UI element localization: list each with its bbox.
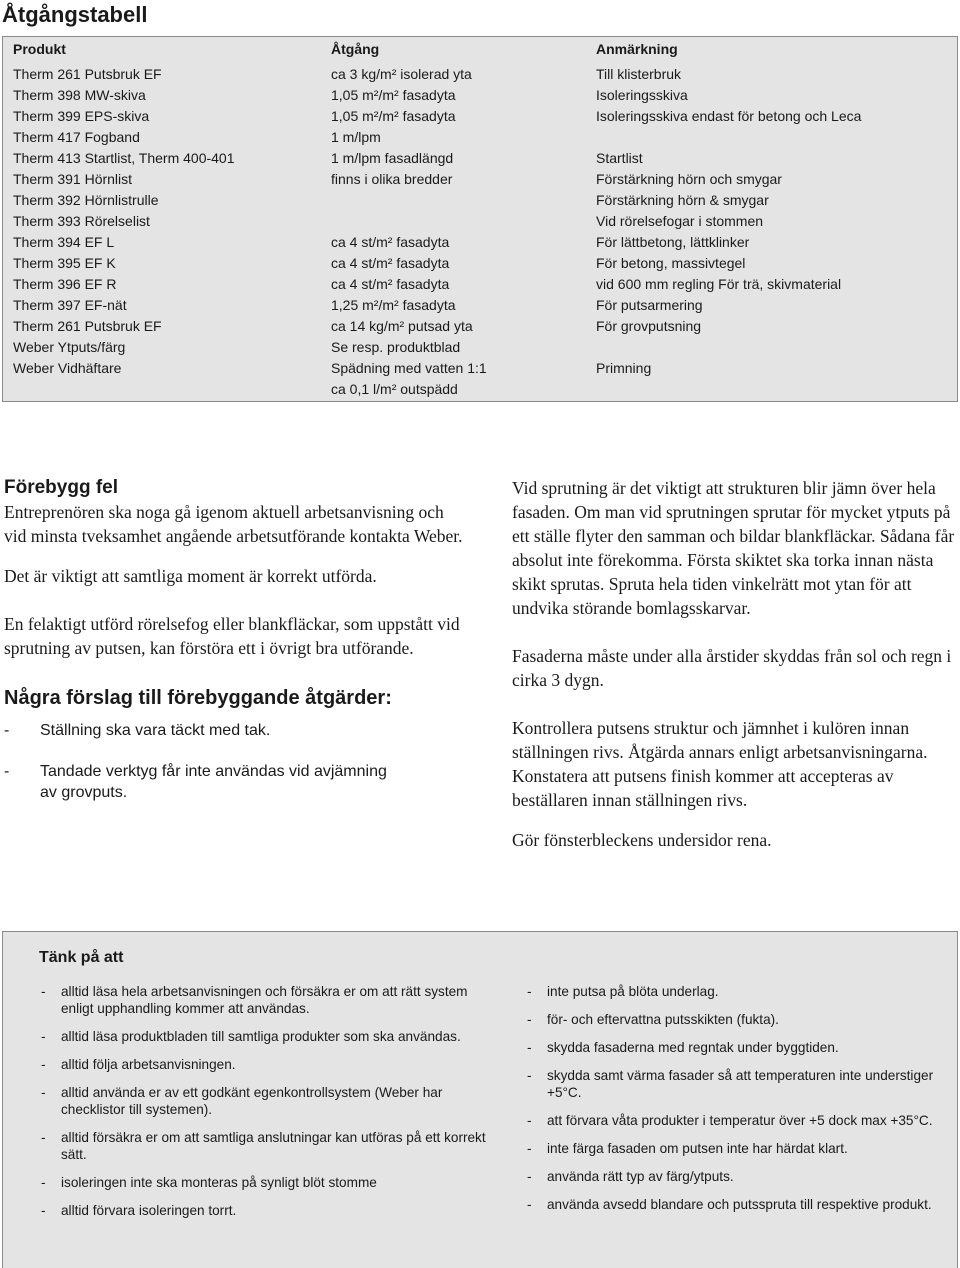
bullet-dash: - [4, 763, 10, 780]
table-row [3, 295, 957, 316]
table-row [3, 379, 957, 400]
cell-note: Startlist [596, 150, 643, 166]
table-row [3, 106, 957, 127]
page-title: Åtgångstabell [2, 2, 148, 27]
list-item [527, 1039, 939, 1056]
bullet-dash: - [527, 1113, 532, 1128]
list-item [527, 1168, 939, 1185]
cell-amount: 1 m/lpm fasadlängd [331, 150, 454, 166]
list-item [41, 1084, 491, 1118]
cell-product: Therm 392 Hörnlistrulle [13, 192, 159, 208]
table-header [3, 39, 957, 60]
bullet-dash: - [527, 1068, 532, 1083]
list-item [527, 1011, 939, 1028]
cell-note: Förstärkning hörn & smygar [596, 192, 769, 208]
prevent-paragraph-2: Det är viktigt att samtliga moment är korrekt utförda. [4, 566, 377, 586]
tips-box [2, 931, 958, 1268]
bullet-dash: - [527, 1141, 532, 1156]
table-row [3, 64, 957, 85]
header-product: Produkt [13, 41, 66, 57]
tip-text: isoleringen inte ska monteras på synligt blöt stomme [61, 1175, 377, 1190]
table-row [3, 253, 957, 274]
tip-text: alltid försäkra er om att samtliga anslutningar kan utföras på ett korrekt sätt. [61, 1130, 486, 1162]
bullet-dash: - [41, 984, 46, 999]
bullet-dash: - [527, 1040, 532, 1055]
bullet-dash: - [4, 722, 10, 739]
list-item [4, 720, 464, 741]
list-item [41, 1056, 491, 1073]
tip-text: att förvara våta produkter i temperatur över +5 dock max +35°C. [547, 1113, 933, 1128]
header-amount: Åtgång [331, 41, 380, 57]
table-row [3, 148, 957, 169]
suggestion-text: Ställning ska vara täckt med tak. [40, 722, 271, 739]
list-item [527, 1140, 939, 1157]
cell-note: För lättbetong, lättklinker [596, 234, 750, 250]
header-note: Anmärkning [596, 41, 678, 57]
cell-amount: ca 3 kg/m² isolerad yta [331, 66, 472, 82]
cell-amount: Spädning med vatten 1:1 [331, 360, 487, 376]
cell-product: Weber Vidhäftare [13, 360, 122, 376]
cell-product: Weber Ytputs/färg [13, 339, 126, 355]
table-row [3, 232, 957, 253]
list-item [41, 1129, 491, 1163]
consumption-table [2, 36, 958, 402]
table-row [3, 316, 957, 337]
cell-product: Therm 399 EPS-skiva [13, 108, 150, 124]
prevent-heading: Förebygg fel [4, 477, 119, 498]
tip-text: skydda samt värma fasader så att temperaturen inte understiger +5°C. [547, 1068, 934, 1100]
tip-text: för- och eftervattna putsskikten (fukta). [547, 1012, 779, 1027]
bullet-dash: - [41, 1130, 46, 1145]
cell-amount: ca 4 st/m² fasadyta [331, 276, 450, 292]
tip-text: inte putsa på blöta underlag. [547, 984, 719, 999]
tips-right-list [527, 983, 939, 1224]
cell-amount: 1,05 m²/m² fasadyta [331, 87, 456, 103]
cell-amount: 1 m/lpm [331, 129, 381, 145]
tip-text: alltid läsa produktbladen till samtliga produkter som ska användas. [61, 1029, 461, 1044]
bullet-dash: - [527, 1169, 532, 1184]
suggestions-heading: Några förslag till förebyggande åtgärder: [4, 687, 392, 709]
cell-amount: ca 4 st/m² fasadyta [331, 234, 450, 250]
bullet-dash: - [41, 1085, 46, 1100]
bullet-dash: - [527, 1012, 532, 1027]
prevent-errors-section [4, 476, 464, 803]
list-item [527, 1112, 939, 1129]
tip-text: alltid använda er av ett godkänt egenkontrollsystem (Weber har checklistor till systemen). [61, 1085, 443, 1117]
table-row [3, 127, 957, 148]
tips-title: Tänk på att [39, 949, 124, 966]
cell-note: vid 600 mm regling För trä, skivmaterial [596, 276, 842, 292]
right-paragraph-3: Kontrollera putsens struktur och jämnhet i kulören innan ställningen rivs. Åtgärda annars enligt arbetsanvisningarna. Konstatera att putsens finish kommer att accepteras av beställaren innan ställningen rivs. [512, 718, 928, 810]
cell-amount: finns i olika bredder [331, 171, 453, 187]
cell-amount: 1,25 m²/m² fasadyta [331, 297, 456, 313]
bullet-dash: - [41, 1203, 46, 1218]
table-row [3, 358, 957, 379]
right-paragraph-4: Gör fönsterbleckens undersidor rena. [512, 830, 772, 850]
table-row [3, 85, 957, 106]
cell-amount: ca 4 st/m² fasadyta [331, 255, 450, 271]
tip-text: alltid följa arbetsanvisningen. [61, 1057, 236, 1072]
cell-product: Therm 395 EF K [13, 255, 116, 271]
list-item [41, 983, 491, 1017]
bullet-dash: - [41, 1175, 46, 1190]
table-row [3, 190, 957, 211]
tip-text: alltid läsa hela arbetsanvisningen och försäkra er om att rätt system enligt upphandling kommer att användas. [61, 984, 468, 1016]
tip-text: skydda fasaderna med regntak under byggtiden. [547, 1040, 839, 1055]
list-item [527, 983, 939, 1000]
bullet-dash: - [527, 1197, 532, 1212]
tip-text: inte färga fasaden om putsen inte har härdat klart. [547, 1141, 848, 1156]
cell-product: Therm 391 Hörnlist [13, 171, 133, 187]
list-item [41, 1028, 491, 1045]
cell-note: För grovputsning [596, 318, 702, 334]
cell-note: För betong, massivtegel [596, 255, 746, 271]
cell-amount: 1,05 m²/m² fasadyta [331, 108, 456, 124]
table-row [3, 274, 957, 295]
cell-note: Primning [596, 360, 652, 376]
list-item [41, 1202, 491, 1219]
cell-product: Therm 396 EF R [13, 276, 117, 292]
tips-left-list [41, 983, 491, 1230]
cell-note: Isoleringsskiva [596, 87, 688, 103]
prevent-paragraph-3: En felaktigt utförd rörelsefog eller blankfläckar, som uppstått vid sprutning av putsen, kan förstöra ett i övrigt bra utförande. [4, 614, 460, 658]
list-item [527, 1196, 939, 1213]
cell-note: För putsarmering [596, 297, 703, 313]
cell-product: Therm 261 Putsbruk EF [13, 318, 162, 334]
table-row [3, 337, 957, 358]
right-paragraph-2: Fasaderna måste under alla årstider skyddas från sol och regn i cirka 3 dygn. [512, 646, 952, 690]
tip-text: använda rätt typ av färg/ytputs. [547, 1169, 734, 1184]
bullet-dash: - [41, 1057, 46, 1072]
tip-text: alltid förvara isoleringen torrt. [61, 1203, 237, 1218]
cell-product: Therm 393 Rörelselist [13, 213, 150, 229]
prevent-paragraph-1: Entreprenören ska noga gå igenom aktuell arbetsanvisning och vid minsta tveksamhet angående arbetsutförande kontakta Weber. [4, 502, 463, 546]
table-row [3, 211, 957, 232]
table-row [3, 169, 957, 190]
cell-product: Therm 417 Fogband [13, 129, 140, 145]
cell-note: Till klisterbruk [596, 66, 682, 82]
suggestion-text: Tandade verktyg får inte användas vid avjämning av grovputs. [40, 763, 387, 801]
cell-amount: ca 0,1 l/m² outspädd [331, 381, 458, 397]
cell-product: Therm 413 Startlist, Therm 400-401 [13, 150, 235, 166]
cell-note: Isoleringsskiva endast för betong och Leca [596, 108, 862, 124]
bullet-dash: - [527, 984, 532, 999]
cell-product: Therm 394 EF L [13, 234, 115, 250]
list-item [527, 1067, 939, 1101]
tip-text: använda avsedd blandare och putsspruta till respektive produkt. [547, 1197, 932, 1212]
cell-product: Therm 398 MW-skiva [13, 87, 146, 103]
list-item [41, 1174, 491, 1191]
cell-product: Therm 397 EF-nät [13, 297, 127, 313]
cell-note: Vid rörelsefogar i stommen [596, 213, 764, 229]
cell-note: Förstärkning hörn och smygar [596, 171, 782, 187]
right-paragraph-1: Vid sprutning är det viktigt att strukturen blir jämn över hela fasaden. Om man vid sprutningen sprutar för mycket ytputs på ett ställe flyter den samman och bildar blankfläckar. Sådana får absolut inte förekomma. Första skiktet ska torka innan nästa skikt sprutas. Spruta hela tiden vinkelrätt mot ytan för att undvika störande bomlagsskarvar. [512, 478, 955, 618]
cell-amount: Se resp. produktblad [331, 339, 461, 355]
list-item [4, 761, 404, 803]
cell-amount: ca 14 kg/m² putsad yta [331, 318, 473, 334]
spraying-advice-section [512, 476, 958, 852]
cell-product: Therm 261 Putsbruk EF [13, 66, 162, 82]
bullet-dash: - [41, 1029, 46, 1044]
